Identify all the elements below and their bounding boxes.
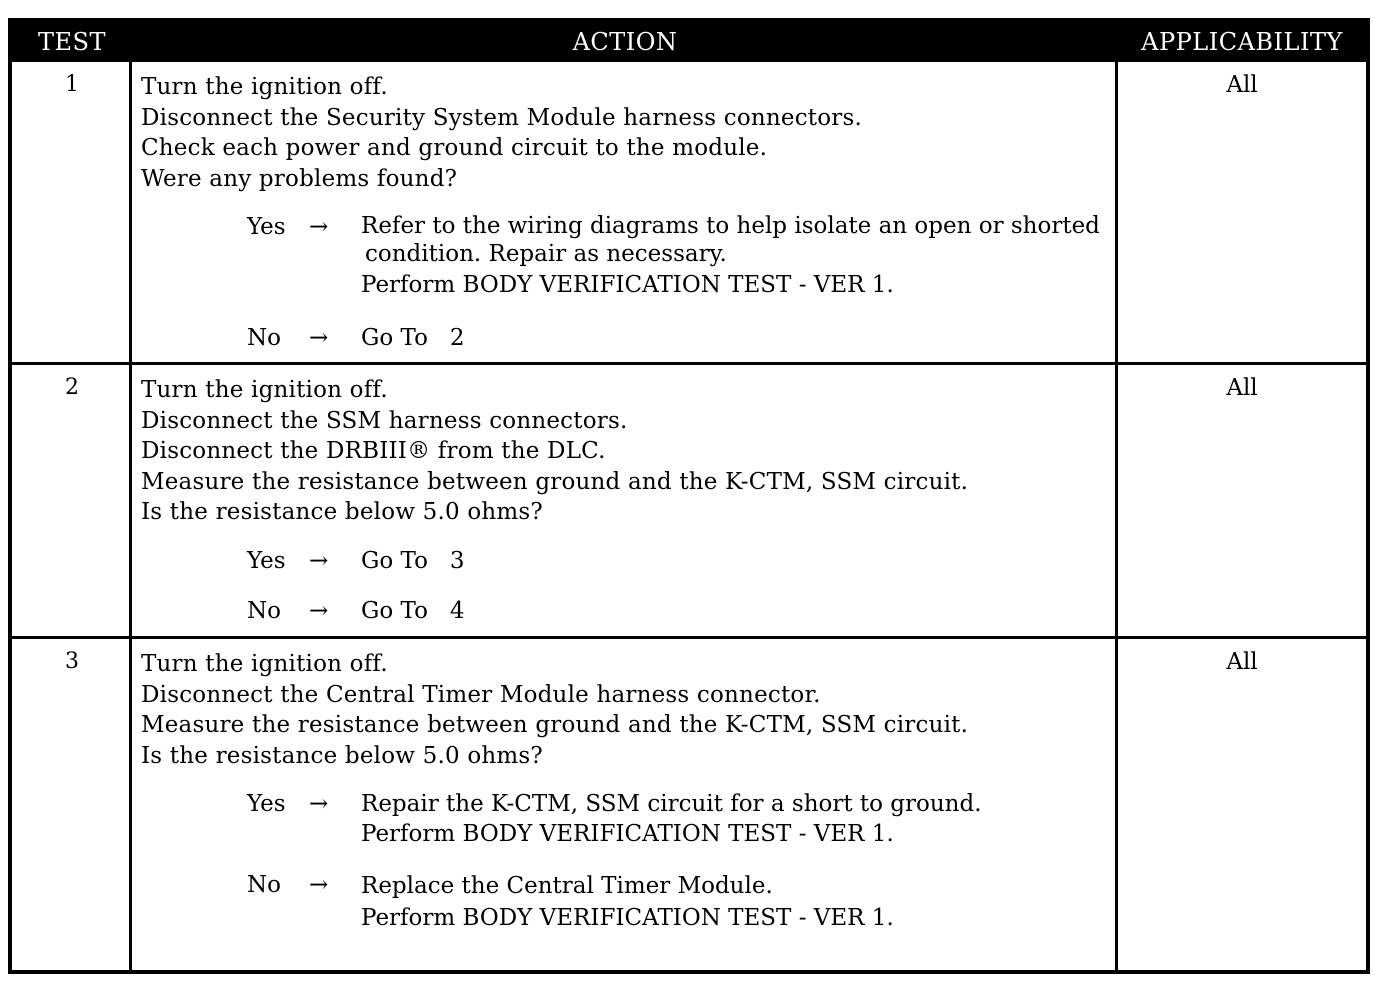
right-arrow-icon: → — [309, 325, 329, 351]
outcome-text: Go To 3 — [361, 548, 465, 574]
step-text: Disconnect the SSM harness connectors. — [141, 407, 628, 434]
step-text: Disconnect the Security System Module harness connectors. — [141, 104, 862, 131]
step-text: Measure the resistance between ground and the K-CTM, SSM circuit. — [141, 712, 969, 738]
table-row — [12, 365, 1366, 636]
test-number: 3 — [65, 649, 79, 674]
no-label: No — [247, 598, 281, 624]
step-text: Disconnect the Central Timer Module harness connector. — [141, 681, 821, 708]
step-text: Check each power and ground circuit to the module. — [141, 135, 768, 161]
no-label: No — [247, 872, 281, 898]
outcome-line: Perform BODY VERIFICATION TEST - VER 1. — [361, 272, 894, 298]
step-text: Were any problems found? — [141, 165, 458, 192]
test-number: 2 — [65, 375, 79, 400]
applicability-value: All — [1226, 375, 1258, 401]
right-arrow-icon: → — [309, 548, 329, 574]
outcome-line: Refer to the wiring diagrams to help isolate an open or shorted — [361, 213, 1100, 239]
header-applicability: APPLICABILITY — [1141, 28, 1343, 56]
action-steps — [141, 375, 968, 528]
table-row — [12, 639, 1366, 970]
outcome-line: Replace the Central Timer Module. — [361, 873, 773, 899]
right-arrow-icon: → — [309, 791, 329, 817]
step-text: Turn the ignition off. — [141, 74, 388, 100]
test-number: 1 — [65, 72, 79, 97]
outcome-text — [361, 212, 1100, 302]
right-arrow-icon: → — [309, 214, 329, 240]
outcome-text: Go To 4 — [361, 598, 465, 624]
step-text: Turn the ignition off. — [141, 651, 388, 677]
outcome-text — [361, 870, 894, 934]
outcome-line: Perform BODY VERIFICATION TEST - VER 1. — [361, 905, 894, 931]
outcome-line: Perform BODY VERIFICATION TEST - VER 1. — [361, 821, 894, 847]
yes-label: Yes — [247, 791, 286, 817]
right-arrow-icon: → — [309, 872, 329, 898]
no-label: No — [247, 325, 281, 351]
applicability-value: All — [1226, 72, 1258, 98]
step-text: Is the resistance below 5.0 ohms? — [141, 742, 543, 769]
header-action: ACTION — [572, 28, 678, 56]
yes-label: Yes — [247, 548, 286, 574]
action-steps — [141, 649, 968, 771]
step-text: Turn the ignition off. — [141, 377, 388, 403]
outcome-text — [361, 789, 982, 849]
step-text: Is the resistance below 5.0 ohms? — [141, 499, 543, 525]
step-text: Disconnect the DRBIII® from the DLC. — [141, 438, 606, 464]
header-test: TEST — [38, 28, 106, 56]
right-arrow-icon: → — [309, 598, 329, 624]
yes-label: Yes — [247, 214, 286, 240]
outcome-line: condition. Repair as necessary. — [365, 241, 727, 267]
outcome-line: Repair the K-CTM, SSM circuit for a short to ground. — [361, 791, 982, 817]
table-header — [12, 22, 1366, 62]
outcome-text: Go To 2 — [361, 325, 465, 351]
diagnostic-table — [8, 18, 1370, 974]
applicability-value: All — [1226, 649, 1258, 675]
table-row — [12, 62, 1366, 362]
step-text: Measure the resistance between ground and the K-CTM, SSM circuit. — [141, 468, 969, 495]
action-steps — [141, 72, 862, 194]
